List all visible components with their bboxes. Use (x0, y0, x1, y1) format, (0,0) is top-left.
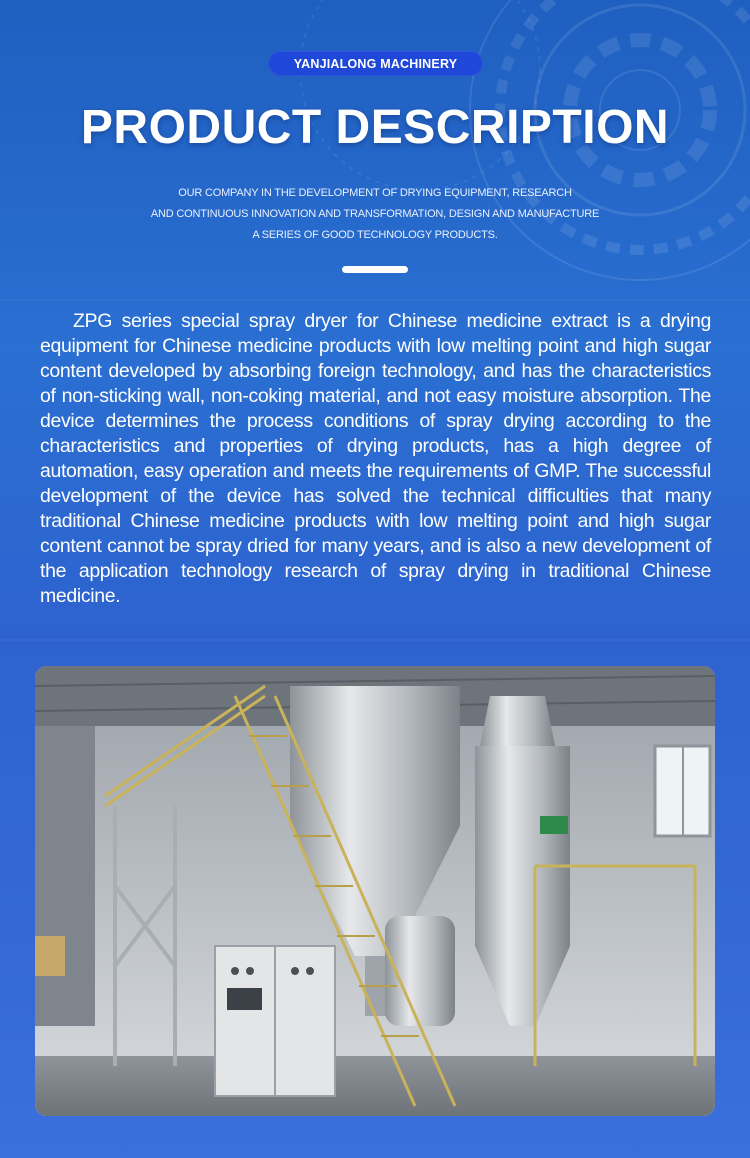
subtitle-line: AND CONTINUOUS INNOVATION AND TRANSFORMATION, DESIGN AND MANUFACTURE (150, 208, 600, 220)
subtitle (100, 183, 650, 246)
spray-dryer-photo (35, 666, 715, 1116)
page-title: PRODUCT DESCRIPTION (80, 101, 670, 154)
divider-bar (342, 266, 408, 273)
subtitle-line: A SERIES OF GOOD TECHNOLOGY PRODUCTS. (252, 229, 498, 241)
factory-equipment-image (35, 666, 715, 1116)
product-description: ZPG series special spray dryer for Chinese medicine extract is a drying equipment for Chinese medicine products with low melting point and high sugar content developed by absorbing foreign technology, and has the characteristics of non-sticking wall, non-coking material, and not easy moisture absorption. The device determines the process conditions of spray drying according to the characteristics and properties of drying products, has a high degree of automation, easy operation and meets the requirements of GMP. The successful development of the device has solved the technical difficulties that many traditional Chinese medicine products with low melting point and high sugar content cannot be spray dried for many years, and is also a new development of the application technology research of spray drying in traditional Chinese medicine. (40, 310, 711, 607)
brand-label: YANJIALONG MACHINERY (293, 56, 458, 71)
subtitle-line: OUR COMPANY IN THE DEVELOPMENT OF DRYING EQUIPMENT, RESEARCH (178, 187, 572, 199)
brand-badge (268, 51, 483, 76)
